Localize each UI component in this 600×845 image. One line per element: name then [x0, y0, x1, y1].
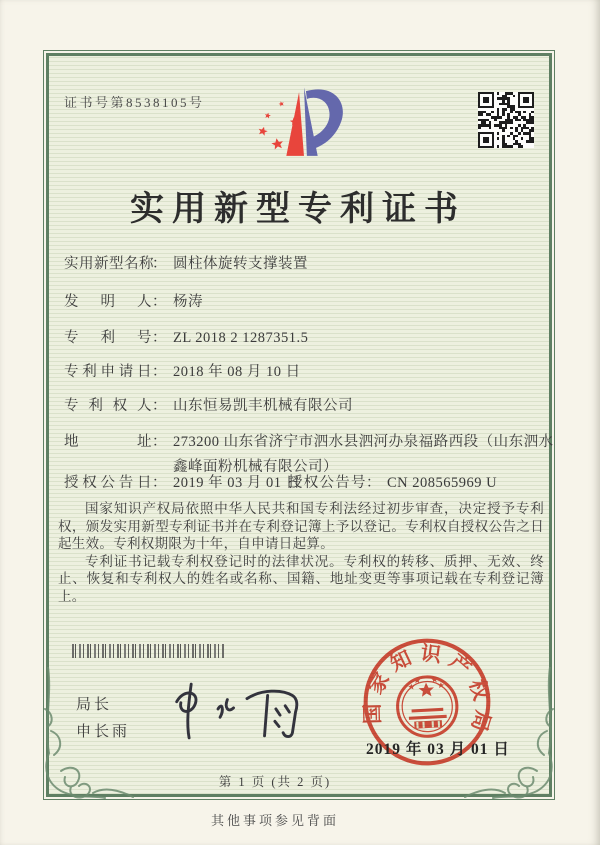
field-value: 2019 年 03 月 01 日: [173, 475, 301, 491]
field-value: 圆柱体旋转支撑装置: [173, 256, 308, 272]
certificate-title: 实用新型专利证书: [130, 191, 466, 228]
qr-finder-pattern: [478, 132, 494, 148]
field-row-inventor: [64, 290, 203, 311]
field-value: 273200 山东省济宁市泗水县泗河办泉福路西段（山东泗水鑫峰面粉机械有限公司）: [173, 434, 554, 476]
field-label: 发明人: [64, 294, 152, 310]
field-pair-grant-number: [288, 471, 497, 492]
national-emblem-icon: [396, 675, 458, 737]
field-colon: ：: [152, 256, 167, 272]
field-value: 杨涛: [173, 294, 203, 310]
qr-finder-pattern: [518, 92, 534, 108]
field-label: 专利申请日: [64, 364, 152, 380]
qr-finder-pattern: [478, 92, 494, 108]
director-signature: [160, 680, 305, 742]
field-label: 专利权人: [64, 398, 152, 414]
field-row-filing-date: [64, 360, 301, 381]
field-value: 山东恒易凯丰机械有限公司: [173, 398, 353, 414]
field-row-utility-model-name: [64, 252, 308, 273]
field-value: CN 208565969 U: [387, 475, 498, 491]
field-colon: ：: [152, 398, 167, 414]
field-label: 授权公告号: [288, 475, 366, 491]
field-colon: ：: [152, 434, 167, 450]
field-colon: ：: [366, 475, 381, 491]
field-label: 专利号: [64, 330, 152, 346]
page-number: 第 1 页 (共 2 页): [218, 775, 332, 789]
reverse-side-note: 其他事项参见背面: [210, 813, 339, 828]
seal-org-text: 国家知识产权局: [361, 642, 494, 741]
legal-paragraph: 专利证书记载专利权登记时的法律状况。专利权的转移、质押、无效、终止、恢复和专利权人的姓名或名称、国籍、地址变更等事项记载在专利登记簿上。: [58, 553, 544, 604]
field-value: ZL 2018 2 1287351.5: [173, 330, 309, 346]
field-colon: ：: [152, 364, 167, 380]
legal-text-block: [58, 500, 544, 605]
field-colon: ：: [152, 475, 167, 491]
barcode: [72, 644, 225, 658]
certificate-number: 证书号第8538105号: [64, 95, 205, 110]
field-label: 实用新型名称: [64, 256, 154, 272]
field-row-patent-number: [64, 326, 308, 347]
qr-code: [478, 92, 534, 148]
legal-paragraph: 国家知识产权局依照中华人民共和国专利法经过初步审查，决定授予专利权，颁发实用新型专利证书并在专利登记簿上予以登记。专利权自授权公告之日起生效。专利权期限为十年，自申请日起算。: [58, 501, 544, 551]
field-label: 地址: [64, 434, 152, 450]
seal-date: 2019 年 03 月 01 日: [366, 741, 510, 758]
cnipa-logo-icon: [253, 72, 351, 176]
signer-name: 申长雨: [76, 724, 131, 740]
field-value: 2018 年 08 月 10 日: [173, 364, 301, 380]
field-row-grant-info: [64, 471, 498, 492]
field-label: 授权公告日: [64, 475, 152, 491]
field-row-patentee: [64, 394, 353, 415]
field-colon: ：: [152, 294, 167, 310]
signer-title: 局长: [76, 697, 113, 713]
field-colon: ：: [152, 330, 167, 346]
